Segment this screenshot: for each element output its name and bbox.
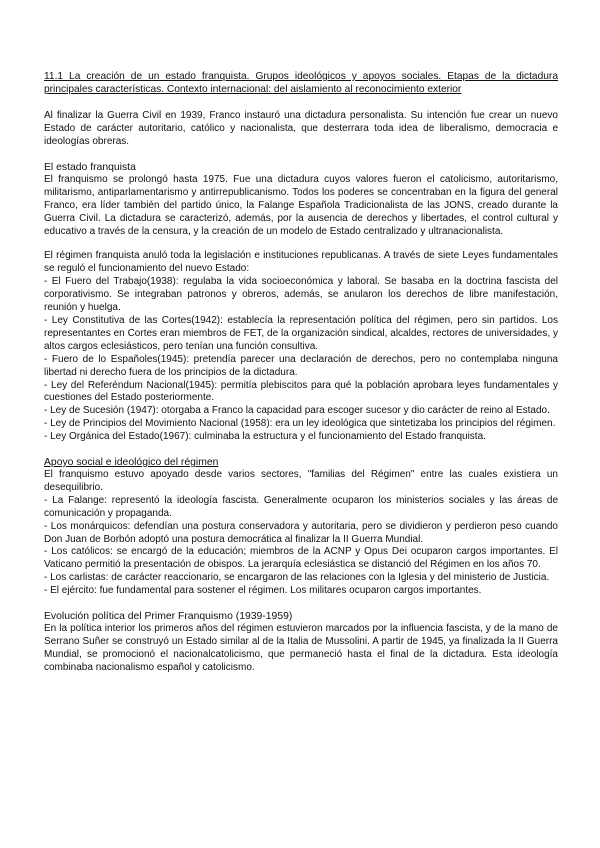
estado-paragraph: El franquismo se prolongó hasta 1975. Fue una dictadura cuyos valores fueron el catolicismo, autoritarismo, militarismo, antiparlamentarismo y antirrepublicanismo. Todos los poderes se concentraban en la figura del general Franco, era líder también del partido único, la Falange Española Tradicionalista de las JONS, creado durante la Guerra Civil. La dictadura se caracterizó, además, por la ausencia de derechos y libertades, el control cultural y educativo a través de la censura, y la creación de un modelo de Estado centralizado y ultranacionalista. <box>44 173 558 237</box>
apoyo-item: - Los carlistas: de carácter reaccionario, se encargaron de las relaciones con la Iglesia y del ministerio de Justicia. <box>44 572 550 584</box>
section-title-apoyo: Apoyo social e ideológico del régimen <box>44 457 219 469</box>
ley-item: - Ley del Referéndum Nacional(1945): permitía plebiscitos para qué la población aprobara leyes fundamentales y cuestiones del Estado posteriormente. <box>44 379 558 404</box>
apoyo-item: - Los católicos: se encargó de la educación; miembros de la ACNP y Opus Dei ocuparon cargos importantes. El Vaticano permitió la presentación de obispos. La jerarquía eclesiástica se distanció del Régimen en los años 70. <box>44 546 558 571</box>
document-heading: 11.1 La creación de un estado franquista. Grupos ideológicos y apoyos sociales. Etapas de la dictadura principales características. Contexto internacional: del aislamiento al reconocimiento exterior <box>44 71 558 95</box>
apoyo-item: - El ejército: fue fundamental para sostener el régimen. Los militares ocuparon cargos importantes. <box>44 585 482 597</box>
ley-item: - Fuero de lo Españoles(1945): pretendía parecer una declaración de derechos, pero no contemplaba ninguna libertad ni derecho fuera de los principios de la dictadura. <box>44 353 558 378</box>
intro-paragraph: Al finalizar la Guerra Civil en 1939, Franco instauró una dictadura personalista. Su intención fue crear un nuevo Estado de carácter autoritario, católico y nacionalista, que desterrara toda idea de liberalismo, democracia e ideologías obreras. <box>44 110 558 147</box>
document-page <box>44 71 558 675</box>
leyes-intro-paragraph: El régimen franquista anuló toda la legislación e instituciones republicanas. A través de siete Leyes fundamentales se reguló el funcionamiento del nuevo Estado: <box>44 250 558 275</box>
ley-item: - Ley de Sucesión (1947): otorgaba a Franco la capacidad para escoger sucesor y dio carácter de reino al Estado. <box>44 405 550 417</box>
apoyo-intro-paragraph: El franquismo estuvo apoyado desde varios sectores, "familias del Régimen" entre las cuales existiera un desequilibrio. <box>44 469 558 493</box>
ley-item: - Ley Orgánica del Estado(1967): culminaba la estructura y el funcionamiento del Estado franquista. <box>44 431 486 443</box>
apoyo-item: - Los monárquicos: defendían una postura conservadora y autoritaria, pero se dividieron y perdieron peso cuando Don Juan de Borbón adoptó una postura democrática al finalizar la II Guerra Mundial. <box>44 520 558 545</box>
evolucion-paragraph: En la política interior los primeros años del régimen estuvieron marcados por la influencia fascista, y de la mano de Serrano Suñer se construyó un Estado similar al de la Italia de Mussolini. A partir de 1945, ya finalizada la II Guerra Mundial, se promocionó el nacionalcatolicismo, que permaneció hasta el final de la dictadura. Esta ideología combinaba nacionalismo español y catolicismo. <box>44 623 558 673</box>
section-title-estado: El estado franquista <box>44 161 136 173</box>
ley-item: - Ley Constitutiva de las Cortes(1942): establecía la representación política del régimen, pero sin partidos. Los representantes en Cortes eran miembros de FET, de la organización sindical, alcaldes, rectores de universidades, y altos cargos eclesiásticos, pero tenían una función consultiva. <box>44 314 558 352</box>
section-title-evolucion: Evolución política del Primer Franquismo (1939-1959) <box>44 611 293 623</box>
apoyo-item: - La Falange: representó la ideología fascista. Generalmente ocuparon los ministerios sociales y las áreas de comunicación y propaganda. <box>44 494 558 519</box>
ley-item: - El Fuero del Trabajo(1938): regulaba la vida socioeconómica y laboral. Se basaba en la doctrina fascista del corporativismo. Se integraban patronos y obreros, además, se anularon los derechos de libre manifestación, reunión y huelga. <box>44 276 558 314</box>
ley-item: - Ley de Principios del Movimiento Nacional (1958): era un ley ideológica que sintetizaba los principios del régimen. <box>44 418 556 430</box>
